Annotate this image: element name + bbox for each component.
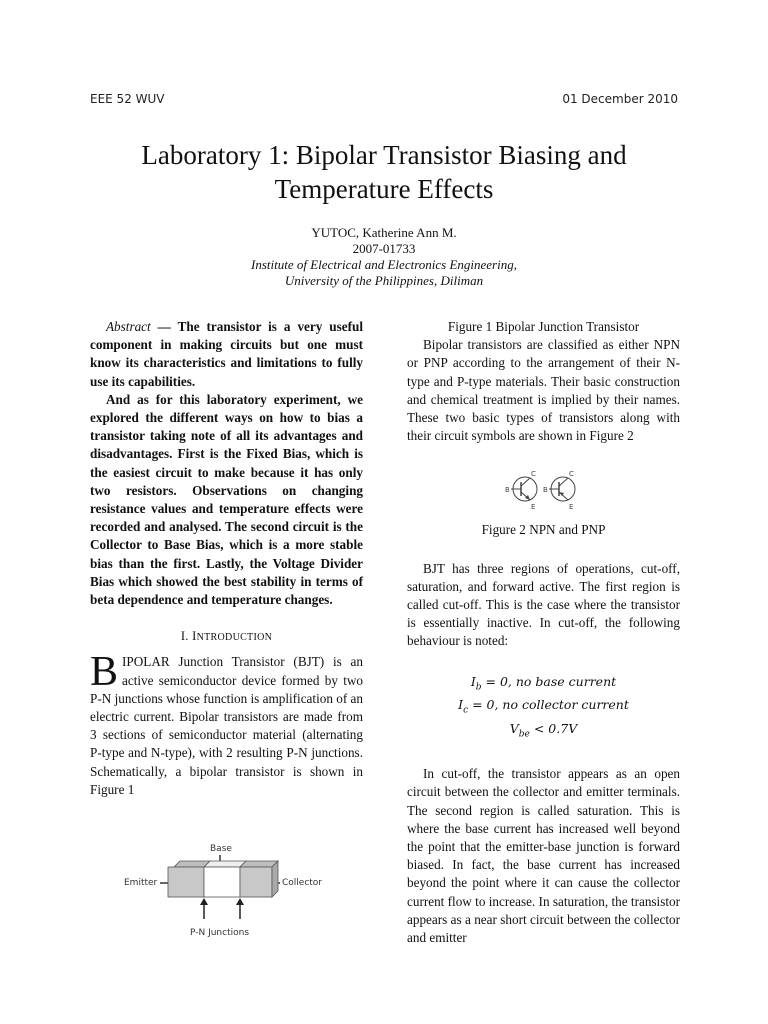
pnp-base-label: B: [543, 486, 548, 495]
regions-paragraph: BJT has three regions of operations, cut-off, saturation, and forward active. The first region is called cut-off. This is the case where the transistor is essentially inactive. In cut-off, the following behaviour is noted:: [407, 560, 680, 649]
collector-block: [240, 867, 272, 897]
figure-1-caption: Figure 1 Bipolar Junction Transistor: [447, 319, 640, 334]
paper-title: [84, 138, 684, 206]
base-block-top: [204, 861, 246, 867]
figure-2-caption: Figure 2 NPN and PNP: [481, 522, 606, 538]
npn-emitter-label: E: [531, 503, 536, 512]
collector-block-top: [240, 861, 278, 867]
npn-symbol: [505, 470, 537, 511]
affiliation-line-2: University of the Philippines, Diliman: [284, 273, 484, 288]
npn-collector-label: C: [531, 470, 536, 479]
base-label: Base: [210, 844, 232, 855]
author-name: YUTOC, Katherine Ann M.: [311, 225, 457, 240]
eq1-var: I: [470, 673, 476, 689]
title-line-2: Temperature Effects: [274, 174, 494, 204]
left-column: [90, 318, 363, 953]
abstract-text-1: The transistor is a very useful component in making circuits but one must know its characteristics and limitations to fully use its capabilities.: [90, 319, 363, 389]
drop-cap: B: [90, 649, 119, 696]
emitter-label: Emitter: [124, 878, 158, 889]
eq2-var: I: [458, 697, 464, 713]
collector-label: Collector: [282, 878, 323, 889]
section-title-rest: NTRODUCTION: [196, 632, 273, 644]
author-block: [84, 225, 684, 289]
eq3-rest: < 0.7V: [529, 720, 578, 736]
eq1-rest: = 0, no base current: [481, 673, 617, 689]
cutoff-equations: [407, 673, 680, 744]
course-code: EEE 52 WUV: [90, 92, 165, 106]
section-heading-introduction: [90, 627, 363, 647]
title-line-1: Laboratory 1: Bipolar Transistor Biasing and: [141, 140, 627, 170]
student-number: 2007-01733: [352, 241, 416, 256]
collector-block-side: [272, 861, 278, 897]
abstract-paragraph-1: [90, 318, 363, 391]
section-first-letter: I: [192, 629, 197, 644]
abstract-label: Abstract: [106, 319, 151, 334]
eq2-rest: = 0, no collector current: [468, 697, 629, 713]
emitter-block: [168, 867, 204, 897]
introduction-paragraph: [90, 649, 363, 799]
abstract-dash: —: [150, 319, 178, 334]
equation-vbe: [407, 720, 680, 744]
npn-pnp-paragraph: Bipolar transistors are classified as either NPN or PNP according to the arrangement of their N-type and P-type materials. Their basic construction and chemical treatment is implied by their names. These two basic types of transistors along with their circuit symbols are shown in Figure 2: [407, 337, 680, 444]
figure-2-transistor-symbols: [407, 463, 680, 513]
pnp-symbol: [543, 470, 575, 511]
equation-ib: [407, 673, 680, 697]
figure-1-bjt-diagram: [90, 823, 363, 953]
affiliation-line-1: Institute of Electrical and Electronics Engineering,: [251, 257, 517, 272]
eq2-sub: c: [463, 705, 469, 716]
pnp-emitter-label: E: [569, 503, 574, 512]
right-column: [407, 318, 680, 947]
junctions-label: P-N Junctions: [190, 928, 250, 939]
abstract-paragraph-2: And as for this laboratory experiment, we explored the different ways on how to bias a transistor taking note of all its advantages and disadvantages. First is the Fixed Bias, which is the easiest circuit to make because it has only two resistors. Observations on changing resistance values and temperature effects were recorded and analysed. The second circuit is the Collector to Base Bias, which is a more stable bias than the first. Lastly, the Voltage Divider Bias which showed the best stability in terms of beta dependence and temperature changes.: [90, 391, 363, 608]
npn-base-label: B: [505, 486, 510, 495]
header-date: 01 December 2010: [562, 92, 678, 106]
junction-arrowhead-2: [236, 898, 244, 905]
introduction-text: IPOLAR Junction Transistor (BJT) is an active semiconductor device formed by two P-N junctions whose function is amplification of an electric current. Bipolar transistors are made from 3 sections of semiconductor material (alternating P-type and N-type), with 2 resulting P-N junctions. Schematically, a bipolar transistor is shown in Figure 1: [90, 654, 363, 797]
pnp-collector-label: C: [569, 470, 574, 479]
npn-pnp-symbols-svg: [407, 463, 680, 513]
eq3-var: V: [509, 720, 519, 736]
eq1-sub: b: [475, 682, 482, 693]
bjt-structure-svg: [90, 823, 363, 953]
saturation-paragraph: In cut-off, the transistor appears as an open circuit between the collector and emitter terminals. The second region is called saturation. This is where the base current has increased well beyond the point that the emitter-base junction is forward biased. In fact, the base current has increased beyond the point where it can cause the collector current flow to increase. In saturation, the transistor appears as a near short circuit between the collector and emitter: [407, 766, 680, 945]
junction-arrowhead-1: [200, 898, 208, 905]
base-block: [204, 867, 240, 897]
section-numeral: I.: [180, 629, 189, 644]
eq3-sub: be: [518, 729, 530, 740]
equation-ic: [407, 696, 680, 720]
